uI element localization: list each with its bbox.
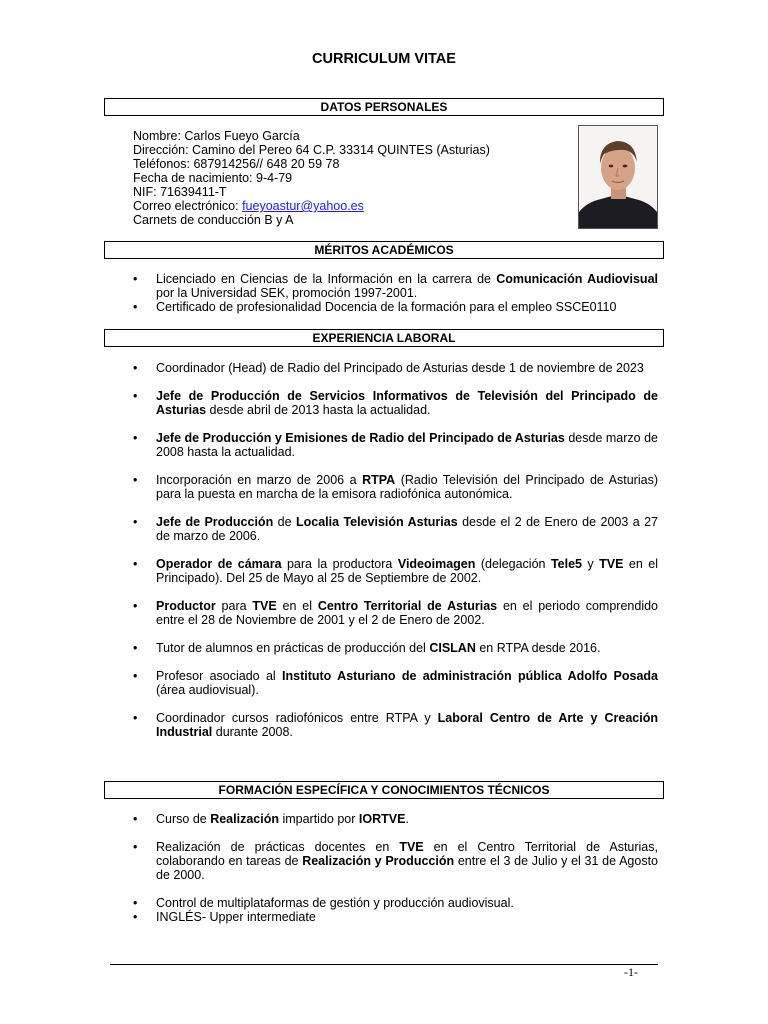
text: para <box>215 599 253 613</box>
section-header-training: FORMACIÓN ESPECÍFICA Y CONOCIMIENTOS TÉCNICOS <box>104 781 664 799</box>
bold-text: Localia Televisión Asturias <box>295 515 458 529</box>
bold-text: Jefe de Producción de Servicios Informativos de Televisión del Principado de Asturias <box>156 389 658 417</box>
list-item <box>133 515 658 543</box>
section-header-personal: DATOS PERSONALES <box>104 98 664 116</box>
bold-text: Centro Territorial de Asturias <box>317 599 498 613</box>
text: Certificado de profesionalidad Docencia de la formación para el empleo SSCE0110 <box>156 300 617 314</box>
list-item <box>133 361 658 375</box>
personal-name: Nombre: Carlos Fueyo García <box>133 129 300 143</box>
academic-list <box>133 272 658 314</box>
bold-text: Realización <box>210 812 279 826</box>
list-item <box>133 300 658 314</box>
text: Coordinador (Head) de Radio del Principado de Asturias desde 1 de noviembre de 2023 <box>156 361 644 375</box>
bold-text: Tele5 <box>550 557 582 571</box>
experience-list <box>133 361 658 753</box>
list-item <box>133 431 658 459</box>
text: en el Centro Territorial de Asturias, colaborando en tareas de <box>156 840 658 868</box>
text: de <box>273 515 296 529</box>
list-item <box>133 669 658 697</box>
page-number: -1- <box>624 965 638 979</box>
text: entre el 3 de Julio y el 31 de Agosto de 2000. <box>156 854 658 882</box>
list-item <box>133 711 658 739</box>
text: impartido por <box>278 812 359 826</box>
list-item <box>133 840 658 882</box>
bold-text: TVE <box>599 557 624 571</box>
text: durante 2008. <box>212 725 293 739</box>
bold-text: RTPA <box>362 473 396 487</box>
bold-text: Jefe de Producción y Emisiones de Radio del Principado de Asturias <box>156 431 565 445</box>
text: para la productora <box>281 557 398 571</box>
bold-text: CISLAN <box>429 641 476 655</box>
list-item <box>133 599 658 627</box>
text: en el periodo comprendido entre el 28 de Noviembre de 2001 y el 2 de Enero de 2002. <box>156 599 658 627</box>
text: desde el 2 de Enero de 2003 a 27 de marzo de 2006. <box>156 515 659 543</box>
bold-text: TVE <box>399 840 424 854</box>
personal-details <box>133 129 490 227</box>
list-item <box>133 389 658 417</box>
text: (Radio Televisión del Principado de Asturias) para la puesta en marcha de la emisora radiofónica autonómica. <box>156 473 658 501</box>
personal-email-line <box>133 199 490 213</box>
list-item <box>133 272 658 300</box>
personal-address: Dirección: Camino del Pereo 64 C.P. 33314 QUINTES (Asturias) <box>133 143 490 157</box>
list-item <box>133 641 658 655</box>
personal-licenses: Carnets de conducción B y A <box>133 213 294 227</box>
list-item <box>133 557 658 585</box>
text: Realización de prácticas docentes en <box>156 840 400 854</box>
profile-photo <box>578 125 658 229</box>
text: INGLÉS- Upper intermediate <box>156 910 316 924</box>
list-item <box>133 812 658 826</box>
text: (delegación <box>475 557 551 571</box>
document-title: CURRICULUM VITAE <box>312 51 456 67</box>
text: y <box>581 557 600 571</box>
personal-nif: NIF: 71639411-T <box>133 185 227 199</box>
text: Curso de <box>156 812 211 826</box>
text: por la Universidad SEK, promoción 1997-2001. <box>156 286 418 300</box>
text: desde abril de 2013 hasta la actualidad. <box>206 403 431 417</box>
bold-text: Instituto Asturiano de administración pública Adolfo Posada <box>282 669 658 683</box>
personal-phones: Teléfonos: 687914256// 648 20 59 78 <box>133 157 340 171</box>
list-item <box>133 896 658 910</box>
text: Profesor asociado al <box>156 669 283 683</box>
bold-text: Jefe de Producción <box>156 515 274 529</box>
personal-birth-date: Fecha de nacimiento: 9-4-79 <box>133 171 293 185</box>
training-list <box>133 812 658 924</box>
bold-text: Productor <box>156 599 216 613</box>
email-label: Correo electrónico: <box>133 199 243 213</box>
list-item <box>133 473 658 501</box>
list-item <box>133 910 658 924</box>
text: Control de multiplataformas de gestión y producción audiovisual. <box>156 896 514 910</box>
footer-rule <box>110 964 658 965</box>
text: Coordinador cursos radiofónicos entre RTPA y <box>156 711 438 725</box>
bold-text: Realización y Producción <box>302 854 455 868</box>
text: desde marzo de 2008 hasta la actualidad. <box>156 431 658 459</box>
bold-text: TVE <box>252 599 277 613</box>
text: en RTPA desde 2016. <box>475 641 601 655</box>
text: Tutor de alumnos en prácticas de producción del <box>156 641 430 655</box>
text: . <box>405 812 409 826</box>
bold-text: IORTVE <box>358 812 406 826</box>
bold-text: Laboral Centro de Arte y Creación Industrial <box>156 711 658 739</box>
bold-text: Videoimagen <box>397 557 476 571</box>
section-header-experience: EXPERIENCIA LABORAL <box>104 329 664 347</box>
text: (área audiovisual). <box>156 683 259 697</box>
bold-text: Operador de cámara <box>156 557 282 571</box>
section-header-academic: MÉRITOS ACADÉMICOS <box>104 241 664 259</box>
bold-text: Comunicación Audiovisual <box>496 272 658 286</box>
text: Incorporación en marzo de 2006 a <box>156 473 363 487</box>
text: Licenciado en Ciencias de la Información en la carrera de <box>156 272 497 286</box>
text: en el Principado). Del 25 de Mayo al 25 de Septiembre de 2002. <box>156 557 658 585</box>
text: en el <box>276 599 318 613</box>
email-link[interactable]: fueyoastur@yahoo.es <box>242 199 364 213</box>
